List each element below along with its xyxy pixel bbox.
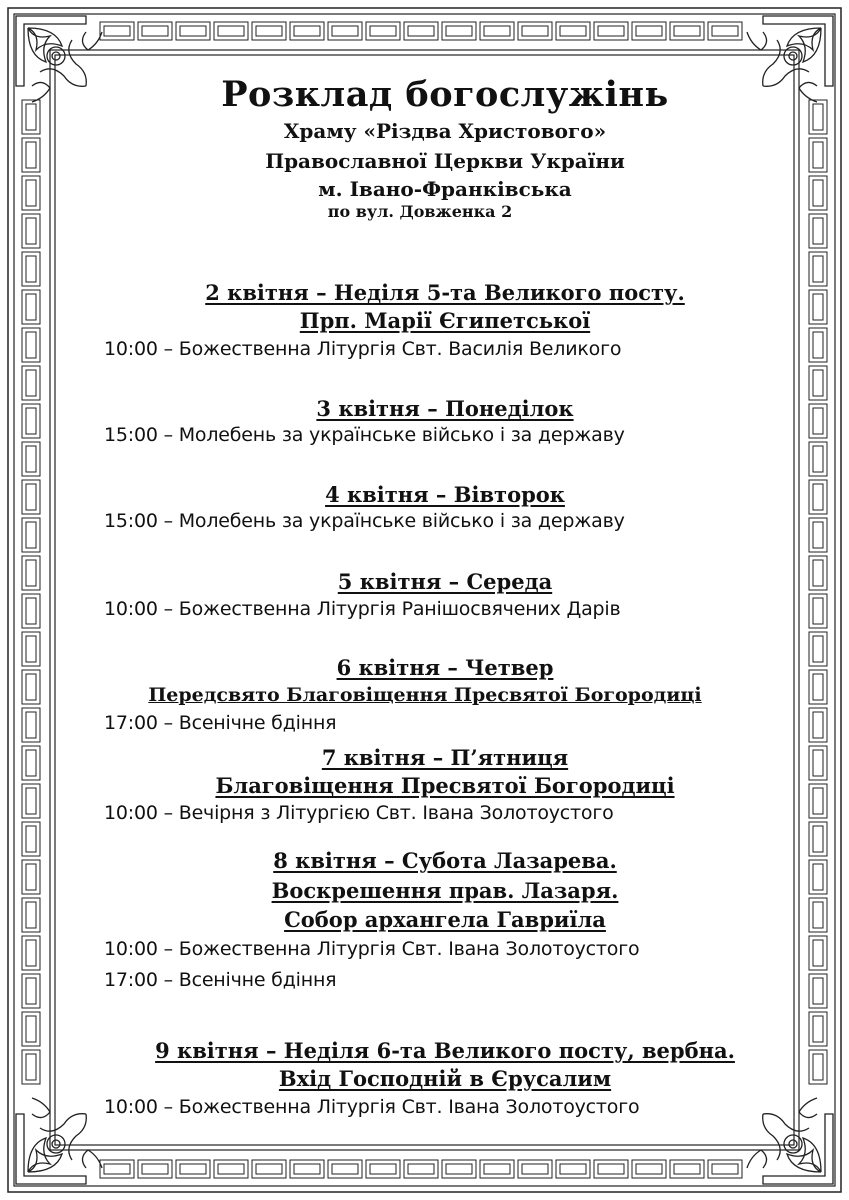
event-heading: 9 квітня – Неділя 6-та Великого посту, вербна.	[155, 1038, 735, 1063]
event-subheading: Вхід Господній в Єрусалим	[278, 1066, 612, 1091]
service-line: 15:00 – Молебень за українське військо і за державу	[104, 510, 625, 532]
event-subheading: Собор архангела Гавриїла	[284, 907, 606, 932]
church-name: Храму «Різдва Христового»	[283, 119, 607, 143]
address: по вул. Довженка 2	[327, 202, 513, 221]
event-heading: 6 квітня – Четвер	[336, 655, 554, 680]
church-affiliation: Православної Церкви України	[265, 149, 625, 173]
service-line: 10:00 – Божественна Літургія Свт. Василія Великого	[104, 338, 622, 360]
event-subheading: Передсвято Благовіщення Пресвятої Богородиці	[148, 684, 702, 706]
event-subheading: Благовіщення Пресвятої Богородиці	[215, 773, 675, 798]
event-heading: 2 квітня – Неділя 5-та Великого посту.	[205, 280, 685, 305]
event-heading: 5 квітня – Середа	[337, 569, 553, 594]
event-heading: 4 квітня – Вівторок	[325, 482, 565, 507]
event-heading: 3 квітня – Понеділок	[316, 396, 574, 421]
service-line: 17:00 – Всенічне бдіння	[104, 712, 337, 734]
page-title: Розклад богослужінь	[221, 74, 669, 115]
event-heading: 7 квітня – П’ятниця	[321, 745, 569, 770]
service-line: 10:00 – Вечірня з Літургією Свт. Івана Золотоустого	[104, 802, 614, 824]
city: м. Івано-Франківська	[318, 177, 572, 201]
service-line: 10:00 – Божественна Літургія Свт. Івана Золотоустого	[104, 938, 640, 960]
event-heading: 8 квітня – Субота Лазарева.	[273, 848, 617, 873]
event-subheading: Воскрешення прав. Лазаря.	[271, 878, 619, 903]
service-line: 17:00 – Всенічне бдіння	[104, 969, 337, 991]
service-line: 10:00 – Божественна Літургія Свт. Івана Золотоустого	[104, 1096, 640, 1118]
service-line: 10:00 – Божественна Літургія Ранішосвячених Дарів	[104, 598, 621, 620]
event-subheading: Прп. Марії Єгипетської	[299, 308, 591, 333]
service-line: 15:00 – Молебень за українське військо і за державу	[104, 424, 625, 446]
